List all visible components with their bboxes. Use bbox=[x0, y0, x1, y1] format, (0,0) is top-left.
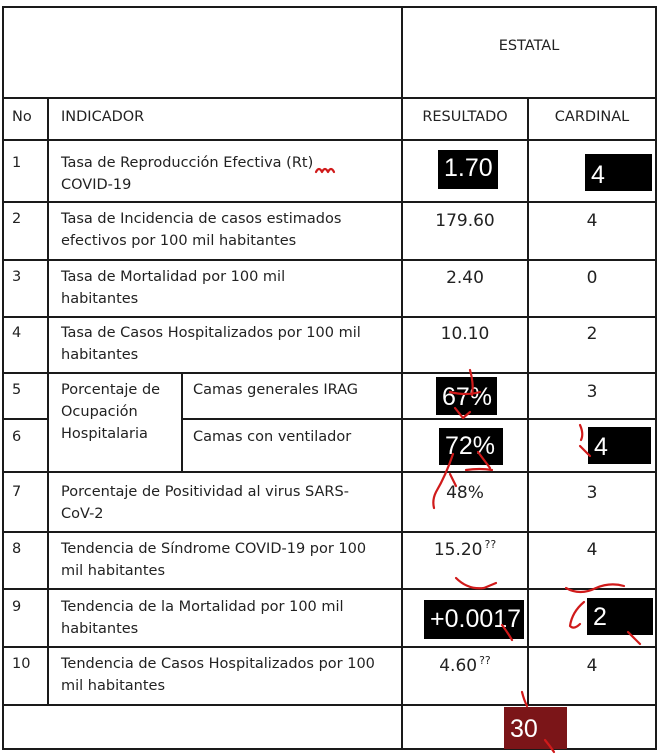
table-border-right bbox=[655, 6, 657, 750]
cardinal-value: 3 bbox=[586, 483, 598, 503]
cardinal-value: 4 bbox=[586, 540, 598, 560]
row-divider bbox=[2, 531, 657, 533]
row-number: 7 bbox=[12, 484, 22, 500]
cardinal-value: 3 bbox=[586, 382, 598, 402]
header-cardinal: CARDINAL bbox=[554, 109, 630, 125]
row-number: 3 bbox=[12, 269, 22, 285]
row-number: 1 bbox=[12, 155, 22, 171]
indicator-label: Tasa de Reproducción Efectiva (Rt) COVID-19 bbox=[61, 155, 314, 193]
cardinal-value: 4 bbox=[586, 211, 598, 231]
indicator-label: Tasa de Incidencia de casos estimados efectivos por 100 mil habitantes bbox=[61, 211, 342, 249]
header-result: RESULTADO bbox=[422, 109, 508, 125]
indicator-label: Porcentaje de Positividad al virus SARS-CoV-2 bbox=[61, 484, 349, 522]
table-border-left bbox=[2, 6, 4, 750]
row-divider bbox=[2, 372, 657, 374]
indicator-label: Tendencia de Casos Hospitalizados por 100 mil habitantes bbox=[61, 656, 375, 694]
row-divider bbox=[2, 704, 657, 706]
cardinal-value: 2 bbox=[586, 324, 598, 344]
indicator-label: Tasa de Mortalidad por 100 mil habitantes bbox=[61, 269, 286, 307]
result-value-box: 67% bbox=[436, 377, 497, 415]
result-value: 10.10 bbox=[440, 324, 490, 344]
indicator-label: Tendencia de Síndrome COVID-19 por 100 mil habitantes bbox=[61, 541, 367, 579]
result-number: 4.60 bbox=[439, 656, 478, 676]
row-number: 10 bbox=[12, 656, 31, 672]
table-border-top bbox=[2, 6, 657, 8]
header-no: No bbox=[12, 109, 32, 125]
result-value: 179.60 bbox=[435, 211, 495, 231]
row-divider bbox=[2, 588, 657, 590]
cardinal-value: 0 bbox=[586, 268, 598, 288]
group-label: Porcentaje de Ocupación Hospitalaria bbox=[61, 382, 161, 442]
row-divider bbox=[2, 259, 657, 261]
cardinal-value: 4 bbox=[586, 656, 598, 676]
total-value-box: 30 bbox=[504, 707, 567, 749]
row-divider bbox=[2, 201, 657, 203]
row-divider bbox=[2, 646, 657, 648]
cardinal-value-box: 2 bbox=[587, 598, 653, 635]
indicator-label: Camas generales IRAG bbox=[193, 382, 359, 398]
row-divider bbox=[2, 316, 657, 318]
annotation-mark bbox=[456, 578, 496, 588]
row-number: 6 bbox=[12, 429, 22, 445]
result-value bbox=[403, 655, 527, 679]
result-value-box: +0.0017 bbox=[424, 600, 524, 639]
result-number: 15.20 bbox=[433, 540, 483, 560]
row-divider bbox=[2, 471, 657, 473]
result-value-box: 1.70 bbox=[438, 150, 498, 189]
indicator-label: Tendencia de la Mortalidad por 100 mil habitantes bbox=[61, 599, 344, 637]
row-divider bbox=[2, 139, 657, 141]
row-number: 5 bbox=[12, 382, 22, 398]
result-note: ?? bbox=[484, 538, 497, 551]
result-note: ?? bbox=[479, 654, 491, 667]
col-divider-subgroup bbox=[181, 372, 183, 473]
row-number: 2 bbox=[12, 211, 22, 227]
indicator-label: Camas con ventilador bbox=[193, 429, 352, 445]
cardinal-value-box: 4 bbox=[585, 154, 652, 191]
col-divider-no bbox=[47, 97, 49, 706]
result-value: 48% bbox=[446, 483, 484, 503]
header-indicator: INDICADOR bbox=[61, 109, 145, 125]
cardinal-value-box: 4 bbox=[588, 427, 651, 464]
result-value bbox=[403, 539, 527, 563]
row-divider bbox=[182, 418, 657, 420]
result-value-box: 72% bbox=[439, 428, 503, 465]
annotation-mark bbox=[570, 602, 584, 628]
header-estatal: ESTATAL bbox=[498, 38, 560, 54]
result-value: 2.40 bbox=[446, 268, 484, 288]
row-number: 4 bbox=[12, 325, 22, 341]
row-number: 8 bbox=[12, 541, 22, 557]
row-number: 9 bbox=[12, 599, 22, 615]
indicator-label: Tasa de Casos Hospitalizados por 100 mil habitantes bbox=[61, 325, 361, 363]
row-divider bbox=[2, 418, 48, 420]
header-divider bbox=[2, 97, 657, 99]
